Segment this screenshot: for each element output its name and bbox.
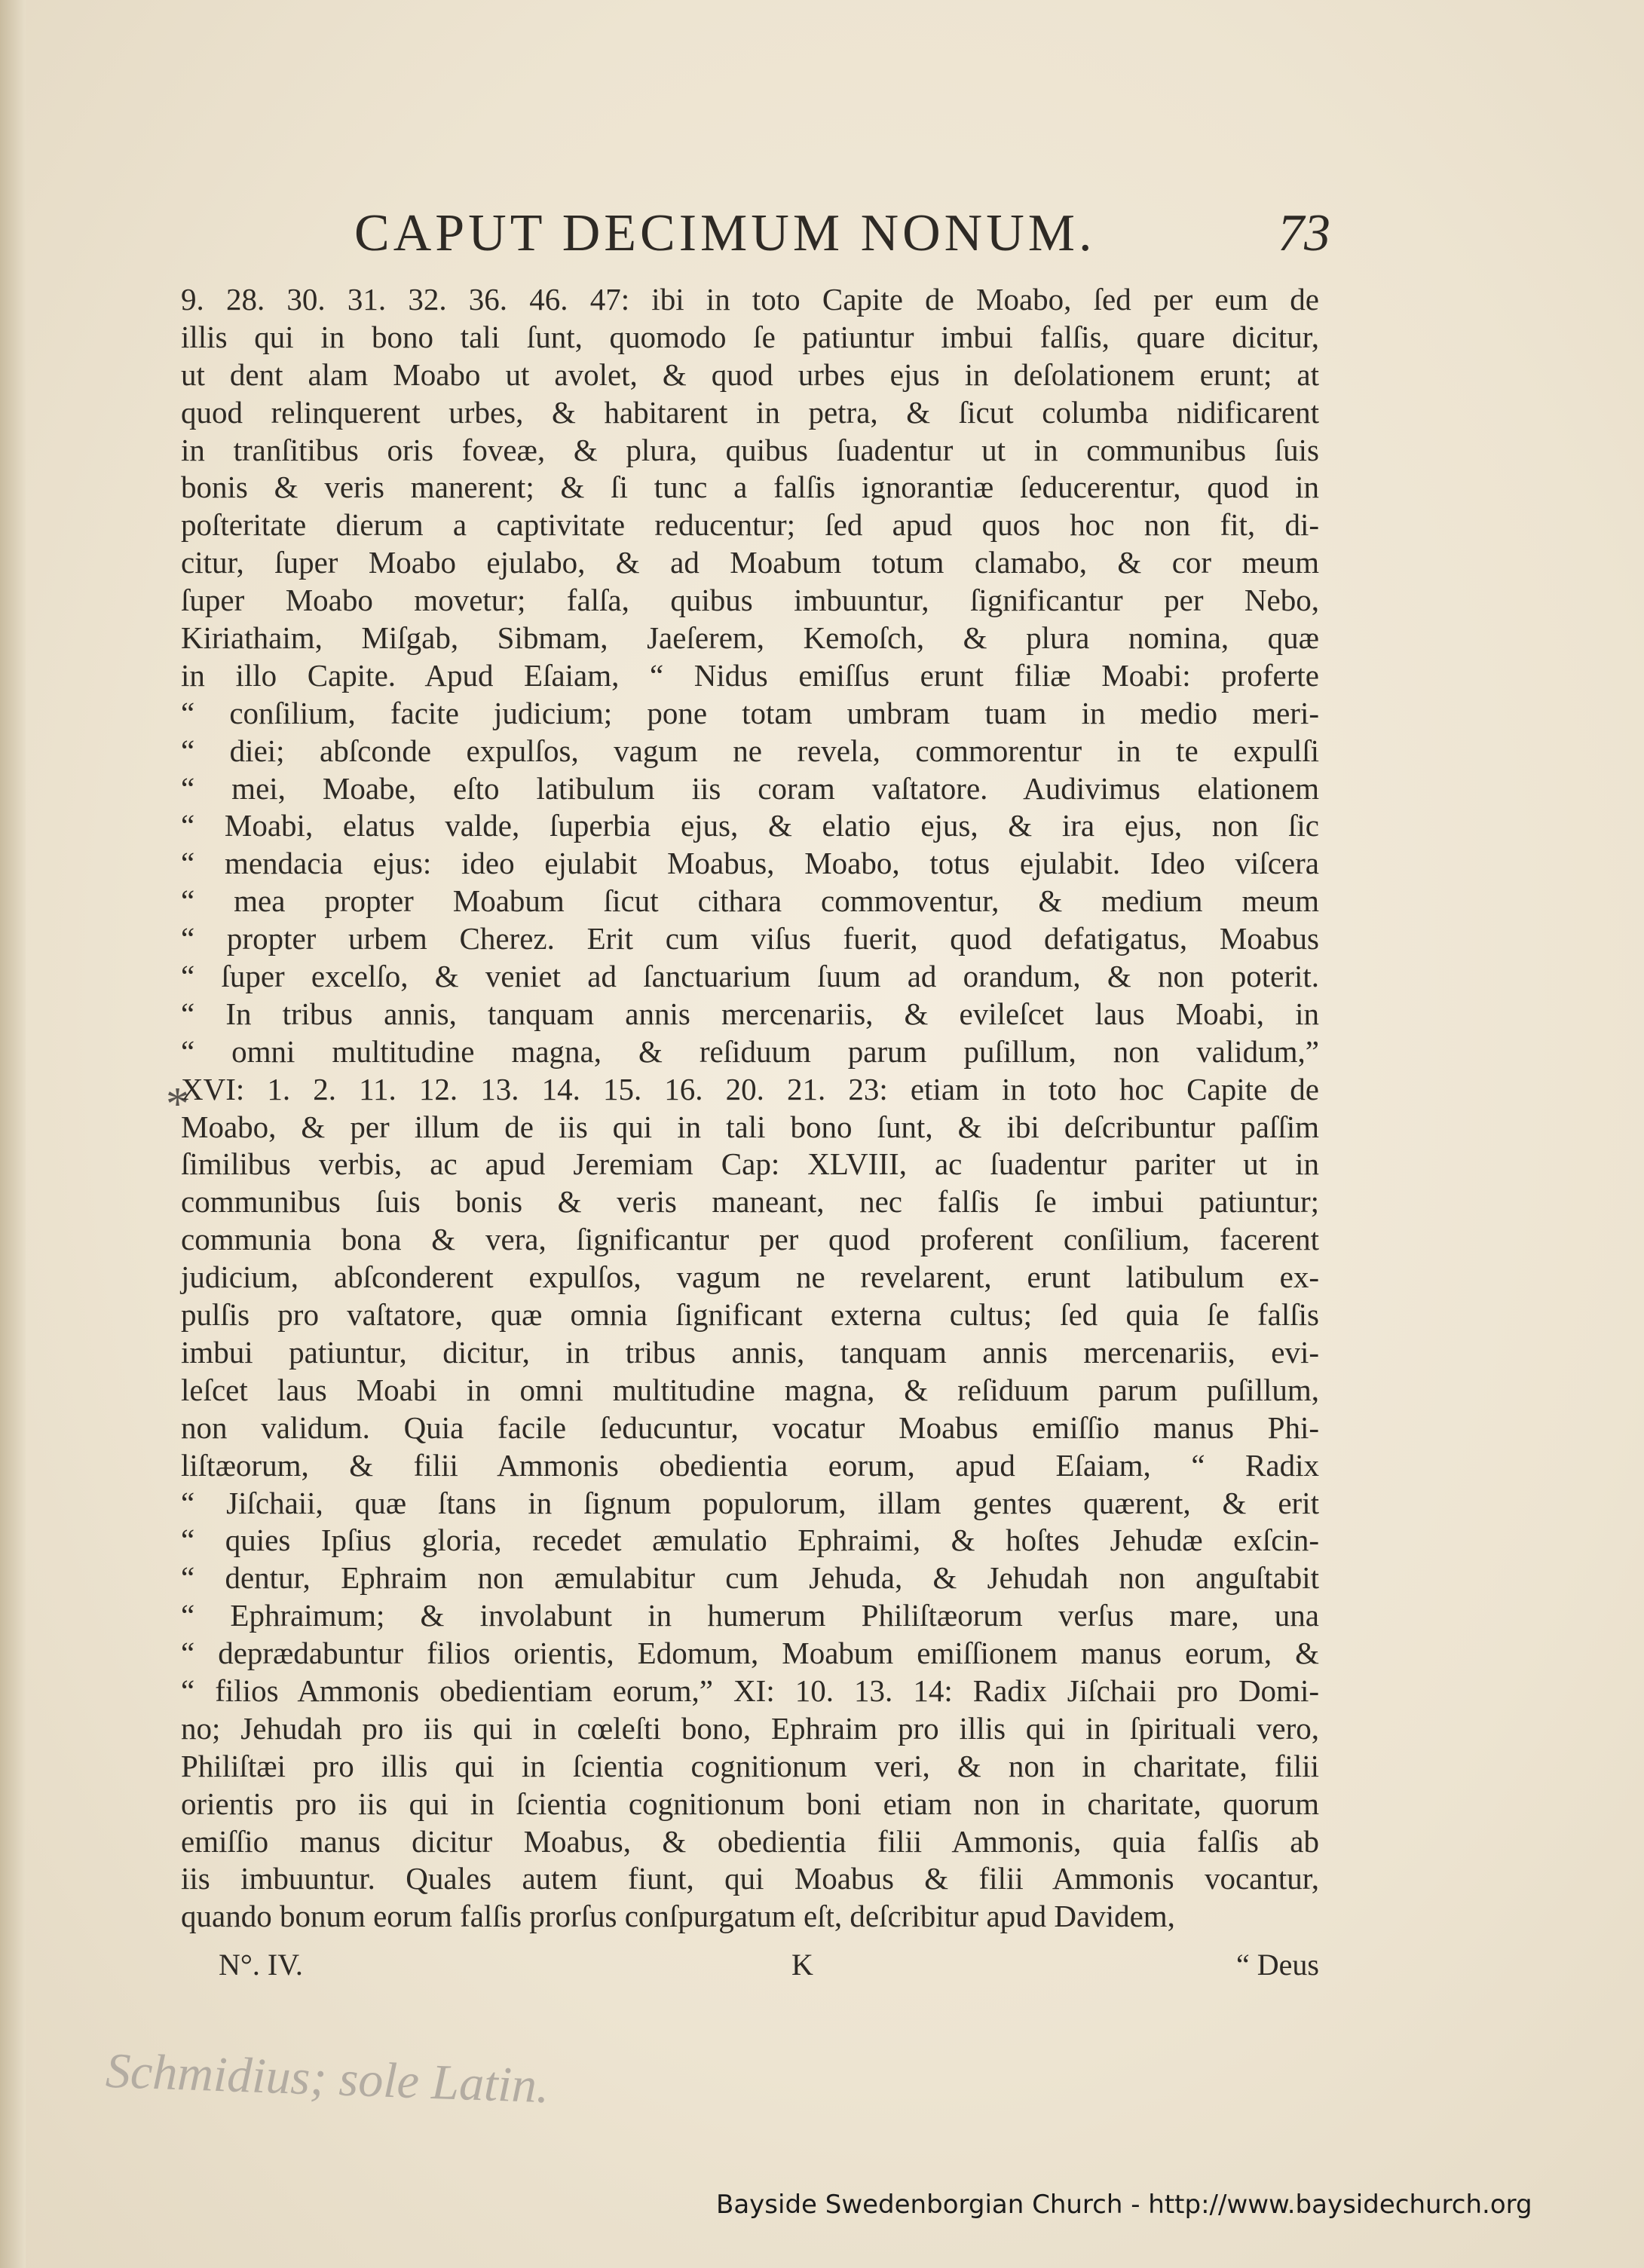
text-line: non validum. Quia facile ſeducuntur, vocatur Moabus emiſſio manus Phi-: [181, 1409, 1319, 1445]
text-line: “ Ephraimum; & involabunt in humerum Philiſtæorum verſus mare, una: [181, 1598, 1319, 1633]
text-line: emiſſio manus dicitur Moabus, & obedientia filii Ammonis, quia falſis ab: [181, 1823, 1319, 1859]
text-line: XVI: 1. 2. 11. 12. 13. 14. 15. 16. 20. 21. 23: etiam in toto hoc Capite de: [181, 1071, 1319, 1106]
text-line: in illo Capite. Apud Eſaiam, “ Nidus emiſſus erunt filiæ Moabi: proferte: [181, 657, 1319, 693]
text-line: “ diei; abſconde expulſos, vagum ne revela, commorentur in te expulſi: [181, 733, 1319, 768]
text-line: ut dent alam Moabo ut avolet, & quod urbes ejus in deſolationem erunt; at: [181, 357, 1319, 392]
watermark-credit: Bayside Swedenborgian Church - http://www.baysidechurch.org: [716, 2190, 1532, 2220]
handwritten-pencil-note: Schmidius; sole Latin.: [104, 2043, 550, 2114]
text-line: leſcet laus Moabi in omni multitudine magna, & reſiduum parum puſillum,: [181, 1372, 1319, 1407]
text-line: pulſis pro vaſtatore, quæ omnia ſignificant externa cultus; ſed quia ſe falſis: [181, 1297, 1319, 1333]
text-line: “ Moabi, elatus valde, ſuperbia ejus, & elatio ejus, & ira ejus, non ſic: [181, 808, 1319, 843]
catchword: “ Deus: [1236, 1948, 1319, 1982]
text-line: “ Jiſchaii, quæ ſtans in ſignum populorum, illam gentes quærent, & erit: [181, 1485, 1319, 1520]
signature-mark: N°. IV.: [219, 1948, 303, 1982]
text-line: illis qui in bono tali ſunt, quomodo ſe patiuntur imbui falſis, quare dicitur,: [181, 319, 1319, 354]
text-line: communibus ſuis bonis & veris maneant, nec falſis ſe imbui patiuntur;: [181, 1184, 1319, 1220]
text-line: liſtæorum, & filii Ammonis obedientia eorum, apud Eſaiam, “ Radix: [181, 1447, 1319, 1483]
text-line: “ conſilium, facite judicium; pone totam umbram tuam in medio meri-: [181, 695, 1319, 730]
text-line: ſuper Moabo movetur; falſa, quibus imbuuntur, ſignificantur per Nebo,: [181, 583, 1319, 618]
text-line: “ filios Ammonis obedientiam eorum,” XI: 10. 13. 14: Radix Jiſchaii pro Domi-: [181, 1673, 1319, 1708]
text-line: orientis pro iis qui in ſcientia cognitionum boni etiam non in charitate, quorum: [181, 1786, 1319, 1821]
text-line: ſimilibus verbis, ac apud Jeremiam Cap: XLVIII, ac ſuadentur pariter ut in: [181, 1146, 1319, 1182]
text-line: quando bonum eorum falſis prorſus conſpurgatum eſt, deſcribitur apud Davidem,: [181, 1899, 1175, 1934]
text-line: citur, ſuper Moabo ejulabo, & ad Moabum totum clamabo, & cor meum: [181, 545, 1319, 580]
text-line: “ quies Ipſius gloria, recedet æmulatio Ephraimi, & hoſtes Jehudæ exſcin-: [181, 1523, 1319, 1558]
text-line: “ propter urbem Cherez. Erit cum viſus fuerit, quod defatigatus, Moabus: [181, 921, 1319, 956]
text-line: no; Jehudah pro iis qui in cœleſti bono, Ephraim pro illis qui in ſpirituali vero,: [181, 1710, 1319, 1746]
text-line: communia bona & vera, ſignificantur per quod proferent conſilium, facerent: [181, 1222, 1319, 1257]
text-line: “ mei, Moabe, eſto latibulum iis coram vaſtatore. Audivimus elationem: [181, 770, 1319, 806]
text-line: “ omni multitudine magna, & reſiduum parum puſillum, non validum,”: [181, 1033, 1319, 1069]
text-line: in tranſitibus oris foveæ, & plura, quibus ſuadentur ut in communibus ſuis: [181, 432, 1319, 467]
running-head: CAPUT DECIMUM NONUM.: [354, 204, 1096, 262]
text-line: “ mea propter Moabum ſicut cithara commoventur, & medium meum: [181, 883, 1319, 919]
page-number: 73: [1278, 204, 1330, 262]
margin-asterisk-mark: *: [166, 1079, 189, 1130]
page-header: [354, 204, 1334, 264]
text-line: imbui patiuntur, dicitur, in tribus annis, tanquam annis mercenariis, evi-: [181, 1334, 1319, 1370]
body-text: [181, 281, 1319, 1936]
text-line: poſteritate dierum a captivitate reducentur; ſed apud quos hoc non fit, di-: [181, 507, 1319, 543]
text-line: Philiſtæi pro illis qui in ſcientia cognitionum veri, & non in charitate, filii: [181, 1748, 1319, 1783]
text-line: quod relinquerent urbes, & habitarent in petra, & ſicut columba nidificarent: [181, 394, 1319, 430]
text-line: “ dentur, Ephraim non æmulabitur cum Jehuda, & Jehudah non anguſtabit: [181, 1560, 1319, 1596]
text-line: “ mendacia ejus: ideo ejulabit Moabus, Moabo, totus ejulabit. Ideo viſcera: [181, 846, 1319, 881]
text-line: bonis & veris manerent; & ſi tunc a falſis ignorantiæ ſeducerentur, quod in: [181, 470, 1319, 505]
page-footer: [181, 1947, 1319, 1992]
text-line: Moabo, & per illum de iis qui in tali bono ſunt, & ibi deſcribuntur paſſim: [181, 1109, 1319, 1144]
text-line: Kiriathaim, Miſgab, Sibmam, Jaeſerem, Kemoſch, & plura nomina, quæ: [181, 620, 1319, 656]
text-line: iis imbuuntur. Quales autem fiunt, qui Moabus & filii Ammonis vocantur,: [181, 1861, 1319, 1896]
page-binding-edge: [0, 0, 26, 2268]
text-line: 9. 28. 30. 31. 32. 36. 46. 47: ibi in toto Capite de Moabo, ſed per eum de: [181, 282, 1319, 317]
sheet-letter: K: [791, 1948, 813, 1982]
text-line: “ In tribus annis, tanquam annis mercenariis, & evileſcet laus Moabi, in: [181, 996, 1319, 1031]
text-line: “ deprædabuntur filios orientis, Edomum, Moabum emiſſionem manus eorum, &: [181, 1636, 1319, 1671]
text-line: judicium, abſconderent expulſos, vagum ne revelarent, erunt latibulum ex-: [181, 1259, 1319, 1295]
text-line: “ ſuper excelſo, & veniet ad ſanctuarium ſuum ad orandum, & non poterit.: [181, 959, 1319, 994]
